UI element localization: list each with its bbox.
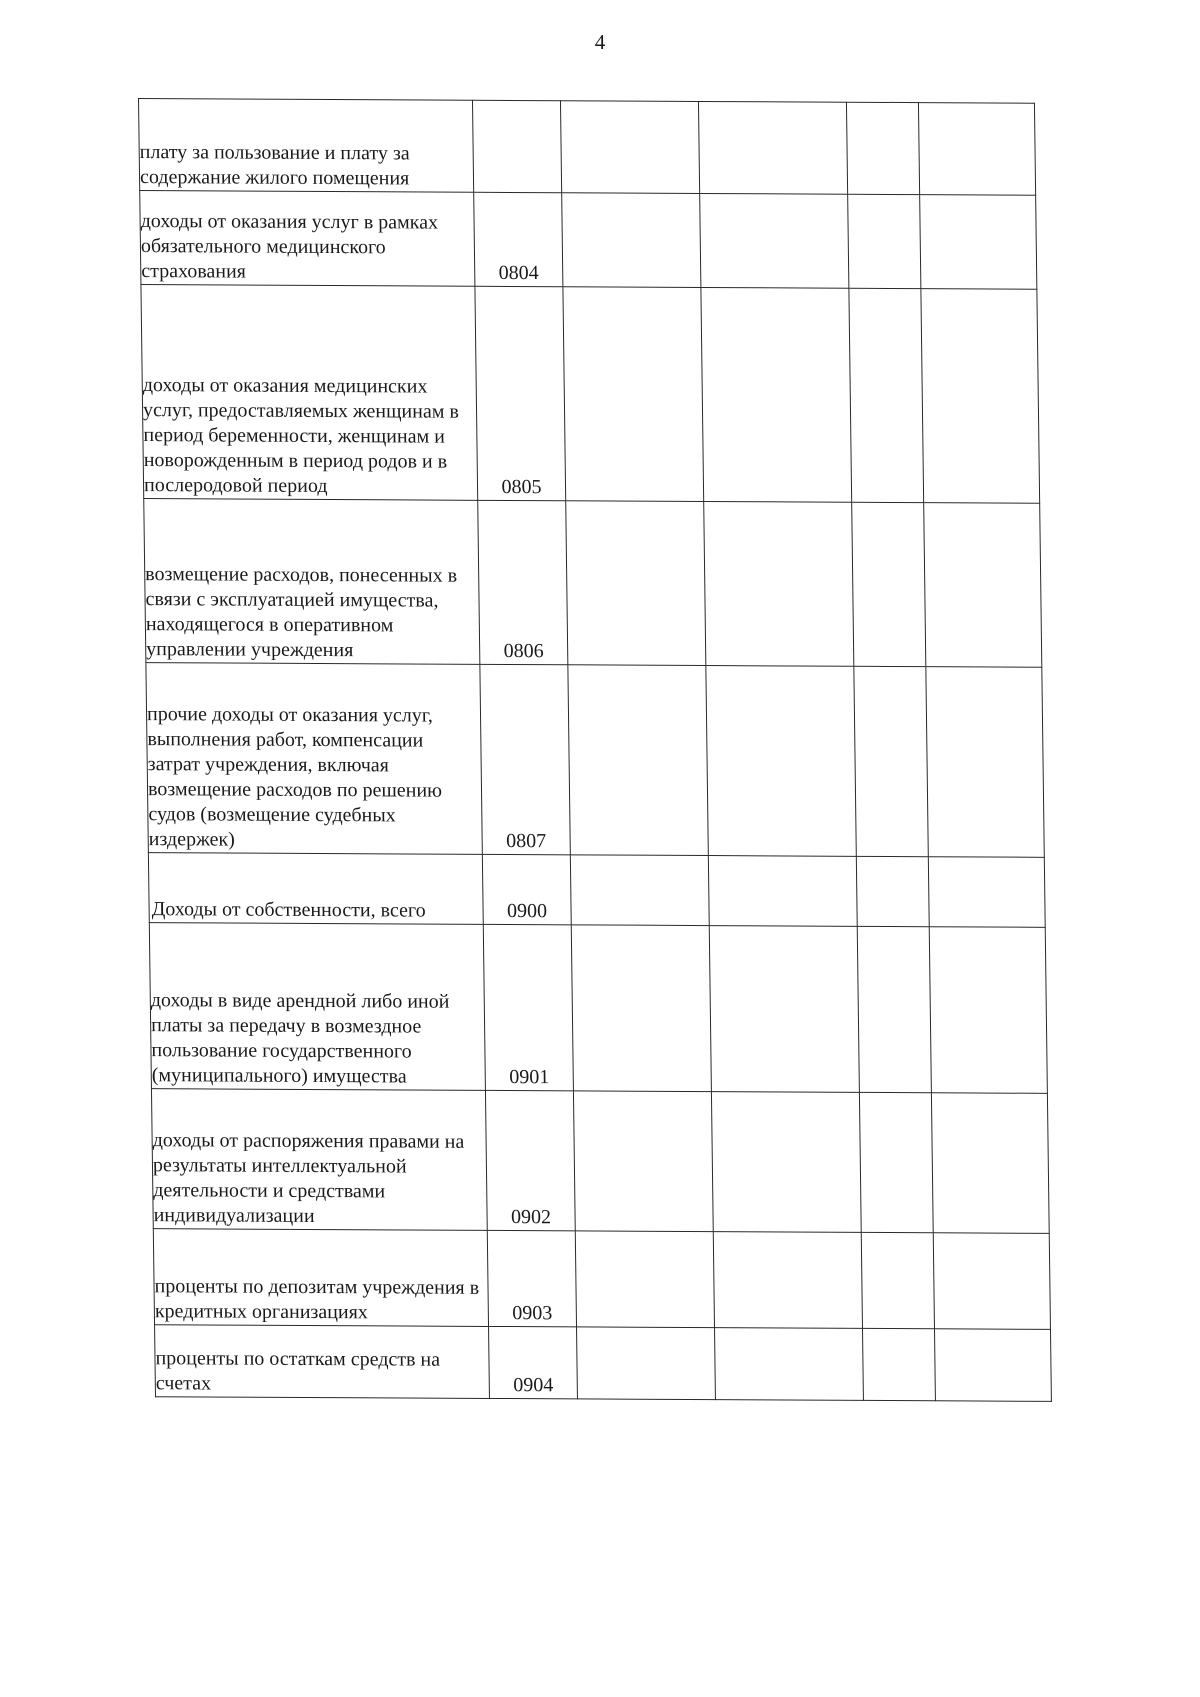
value-cell bbox=[857, 926, 931, 1092]
value-cell bbox=[934, 1329, 1051, 1402]
row-code: 0904 bbox=[489, 1326, 578, 1398]
table-row bbox=[149, 923, 1047, 1094]
value-cell bbox=[566, 501, 706, 666]
value-cell bbox=[846, 102, 919, 194]
value-cell bbox=[577, 1327, 716, 1400]
value-cell bbox=[700, 193, 849, 288]
value-cell bbox=[854, 666, 928, 856]
row-label: плату за пользование и плату за содержание жилого помещения bbox=[139, 99, 474, 193]
row-code: 0807 bbox=[480, 664, 570, 854]
value-cell bbox=[708, 856, 857, 927]
row-label: доходы от распоряжения правами на результаты интеллектуальной деятельности и средствами индивидуализации bbox=[151, 1089, 487, 1231]
row-label: доходы от оказания услуг в рамках обязательного медицинского страхования bbox=[140, 191, 475, 287]
value-cell bbox=[861, 1232, 934, 1328]
row-code: 0900 bbox=[482, 854, 571, 924]
row-label: доходы от оказания медицинских услуг, предоставляемых женщинам в период беременности, женщинам и новорожденным в период родов и в послеродовой период bbox=[141, 285, 478, 501]
page-number: 4 bbox=[594, 30, 606, 54]
row-label: доходы в виде арендной либо иной платы за передачу в возмездное пользование государственного (муниципального) имущества bbox=[149, 923, 485, 1091]
value-cell bbox=[711, 1092, 861, 1233]
row-code: 0901 bbox=[483, 924, 573, 1090]
value-cell bbox=[713, 1232, 862, 1329]
table-row bbox=[155, 1325, 1052, 1402]
value-cell bbox=[562, 193, 701, 288]
table-row bbox=[151, 1089, 1049, 1234]
row-code: 0806 bbox=[478, 500, 568, 664]
value-cell bbox=[571, 925, 711, 1092]
table-row bbox=[139, 99, 1036, 196]
value-cell bbox=[859, 1092, 933, 1232]
value-cell bbox=[575, 1231, 714, 1328]
value-cell bbox=[698, 101, 847, 194]
row-code: 0805 bbox=[475, 286, 566, 500]
value-cell bbox=[848, 194, 921, 288]
row-label: Доходы от собственности, всего bbox=[148, 853, 483, 925]
value-cell bbox=[849, 288, 924, 502]
value-cell bbox=[862, 1328, 935, 1400]
value-cell bbox=[928, 857, 1045, 928]
value-cell bbox=[563, 287, 704, 502]
table-row bbox=[153, 1229, 1050, 1330]
table-row bbox=[148, 853, 1045, 928]
value-cell bbox=[701, 287, 852, 502]
value-cell bbox=[918, 103, 1035, 196]
row-label: возмещение расходов, понесенных в связи с эксплуатацией имущества, находящегося в оперативном управлении учреждения bbox=[144, 499, 480, 665]
row-code: 0903 bbox=[487, 1230, 576, 1326]
value-cell bbox=[709, 926, 859, 1093]
row-label: проценты по остаткам средств на счетах bbox=[155, 1325, 490, 1399]
value-cell bbox=[706, 666, 856, 857]
income-table bbox=[138, 98, 1052, 1402]
value-cell bbox=[852, 502, 926, 666]
table-row bbox=[146, 663, 1044, 858]
row-code: 0902 bbox=[485, 1090, 575, 1230]
value-cell bbox=[573, 1091, 713, 1232]
value-cell bbox=[926, 667, 1044, 858]
row-code: 0804 bbox=[474, 192, 563, 286]
value-cell bbox=[931, 1093, 1049, 1234]
value-cell bbox=[921, 289, 1040, 504]
table-row bbox=[140, 191, 1037, 290]
value-cell bbox=[570, 855, 709, 926]
income-table-sheet bbox=[138, 98, 1051, 1402]
value-cell bbox=[856, 856, 929, 926]
row-code bbox=[472, 100, 561, 192]
row-label: проценты по депозитам учреждения в кредитных организациях bbox=[153, 1229, 488, 1327]
row-label: прочие доходы от оказания услуг, выполнения работ, компенсации затрат учреждения, включая возмещение расходов по решению судов (возмещение судебных издержек) bbox=[146, 663, 482, 855]
value-cell bbox=[920, 195, 1037, 290]
value-cell bbox=[929, 927, 1047, 1094]
value-cell bbox=[924, 503, 1042, 668]
table-row bbox=[144, 499, 1042, 668]
table-row bbox=[141, 285, 1040, 504]
value-cell bbox=[560, 101, 699, 194]
value-cell bbox=[715, 1328, 864, 1401]
value-cell bbox=[568, 665, 708, 856]
value-cell bbox=[704, 501, 854, 666]
value-cell bbox=[933, 1233, 1050, 1330]
